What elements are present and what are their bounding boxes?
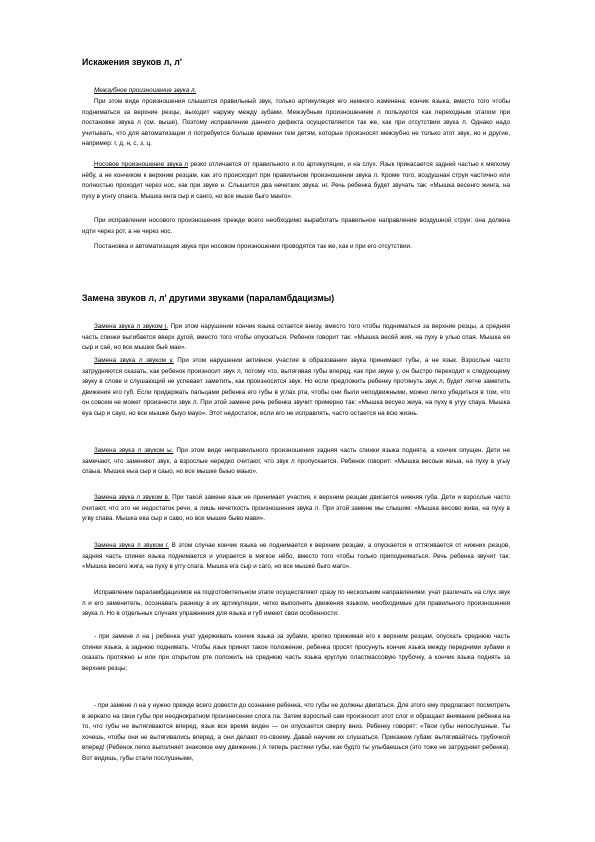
paragraph-exercise-j: - при замене л на j ребенка учат удерживать кончик языка за зубами, крепко прижимая его к верхним резцам, опускать среднюю часть спинки языка, а заднюю поднимать. Чтобы язык принял такое положение, ребенка просят просунуть кончик языка между передними зубами и сказать протяжно ы или при открытом рте положить на среднюю часть языка круглую пластмассовую трубочку, а кончик языка поднять за верхние резцы;: [82, 633, 510, 672]
paragraph-nasal: [82, 160, 510, 202]
text-nasal: резко отличается от правильного и по артикуляции, и на слух. Язык прикасается задней частью к мягкому нёбу, а не кончиком к верхним резцам, как это происходит при правильном произношении звука л. Кроме того, воздушная струя частично или полностью проходит через нос, как при звуке н. Слышится два нечетких звука: нг. Речь ребенка будет звучать так: «Мышка весенго жинга, на пуху в угнгу спанга. Мышка енга сыр и санго, но все мыше быго манго».: [82, 161, 510, 200]
text-replacement-u: При этом нарушении активное участие в образовании звука принимают губы, а не язык. Взрослые часто затрудняются сказать, как ребенок произносит звук л, потому что, вытягивая губы вперед, как при звуке у, он быстро переходит к следующему звуку в слове и слушающий не успевает заметить, как произносится звук. Но если предложить ребенку протянуть звук л, будет легче заметить движения его губ. Если придержать пальцами ребенка его губы в углах рта, чтобы они были неподвижными, можно легко убедиться в том, что он совсем не может произнести звук л. При этой замене речь ребенка звучит примерно так: «Мышка весуeo жиуа, на пуху в угуу спауа. Мышка еуа сыр и сауо, но все мышке быуо мауо». Этот недостаток, если его не исправлять, часто остается на всю жизнь.: [82, 357, 511, 417]
paragraph-replacement-u: [82, 356, 510, 420]
term-replacement-v: Замена звука л звуком в.: [94, 494, 170, 501]
text-replacement-g: В этом случае кончик языка не поднимается к верхним резцам, а опускается и оттягивается от нижних резцов, задняя часть спинки языка поднимается и упирается в мягкое нёбо, вместо того чтобы только приподниматься. Речь ребенка звучит так: «Мышка весего жига, на пуху в уггу спага. Мышка ега сыр и саго, но все мышке быго маго».: [82, 542, 511, 571]
term-replacement-y: Замена звука л звуком ы.: [94, 447, 174, 454]
paragraph-interdental: При этом виде произношения слышится правильный звук, только артикуляция его немного изменена: кончик языка, вместо того чтобы подниматься за верхние резцы, выходит наружу между зубами. Межзубным произношением л пользуются как переходным этапом при постановке звука л (см. выше). Поэтому исправление данного дефекта осуществляется так же, как при отсутствии звука л. Однако надо учитывать, что для автоматизации л потребуется больше времени тем детям, которые произносят межзубно не только этот звук, но и другие, например: г, д, н, с, з, ц.: [82, 98, 510, 148]
term-replacement-g: Замена звука л звуком г.: [94, 542, 170, 549]
paragraph-nasal-correction: При исправлении носового произношения прежде всего необходимо выработать правильное направление воздушной струи: она должна идти через рот, а не через нос.: [82, 217, 510, 235]
paragraph-exercise-u: - при замене л на у нужно прежде всего довести до сознания ребенка, что губы не должны двигаться. Для этого ему предлагают посмотреть в зеркало на свои губы при неоднократном произнесении слога ла. Затем взрослый сам произносит этот слог и обращает внимание ребенка на то, что губы не вытягиваются вперед, язык все время виден — он опускается сверху вниз. Ребенку говорят: «Твои губы непослушные. Ты хочешь, чтобы они не вытягивались вперед, а они делают по-своему. Давай научим их слушаться. Прикажем губам: вытягивайтесь трубочкой вперед! (Ребенок легко выполняет знакомое ему движение.) А теперь растяни губы, как будто ты улыбаешься (это тоже не затрудняет ребенка). Вот видишь, губы стали послушными,: [82, 702, 510, 762]
text-replacement-y: При этом виде неправильного произношения задняя часть спинки языка поднята, а кончик опущен. Дети не замечают, что заменяют звук, а взрослые нередко считают, что звук л пропускается. Ребенок говорит: «Мышка весоые жиыа, на пуху в угыу спаыа. Мышка еыа сыр и саыо, но все мышке быыо маыо».: [82, 447, 510, 476]
section-title-replacement: Замена звуков л, л' другими звуками (параламбдацизмы): [82, 293, 335, 303]
term-replacement-j: Замена звука л звуком j.: [94, 323, 169, 330]
paragraph-replacement-y: [82, 446, 510, 478]
term-nasal: Носовое произношение звука л: [94, 161, 189, 168]
paragraph-replacement-v: [82, 493, 510, 525]
paragraph-replacement-j: [82, 322, 510, 354]
paragraph-correction-methods: Исправление параламбдацизмов на подготовительном этапе осуществляют сразу по нескольким направлениям: учат различать на слух звук л и его заменитель, осознавать разницу в их артикуляции, четко выполнять движения языком, необходимые для правильного произношения звука л. Но в отдельных случаях упражнения для языка и губ имеют свои особенности:: [82, 589, 510, 618]
text-replacement-v: При такой замене язык не принимает участия, к верхним резцам двигается нижняя губа. Дети и взрослые часто считают, что это не недостаток речи, а лишь нечеткость произношения звука л. При этой замене мы слышим: «Мышка весово жива, на пуху в угву спава. Мышка ева сыр и саво, но все мышке быво мави».: [82, 494, 510, 523]
text-replacement-j: При этом нарушении кончик языка остается внизу, вместо того чтобы подниматься за верхние резцы, а средняя часть спинки выгибается вверх дугой, вместо того чтобы опускаться. Ребенок говорит так: «Мышка весёй жия, на пуху в улью спая. Мышка ея сыр и саё, но все мышке быё мае».: [82, 323, 510, 352]
paragraph-replacement-g: [82, 541, 510, 573]
paragraph-nasal-automation: Постановка и автоматизация звука при носовом произношении проводятся так же, как и при его отсутствии.: [94, 243, 412, 250]
subsection-title-interdental: Межзубное произношение звука л.: [94, 87, 197, 94]
section-title-distortions: Искажения звуков л, л': [82, 57, 182, 67]
term-replacement-u: Замена звука л звуком у.: [94, 357, 174, 364]
